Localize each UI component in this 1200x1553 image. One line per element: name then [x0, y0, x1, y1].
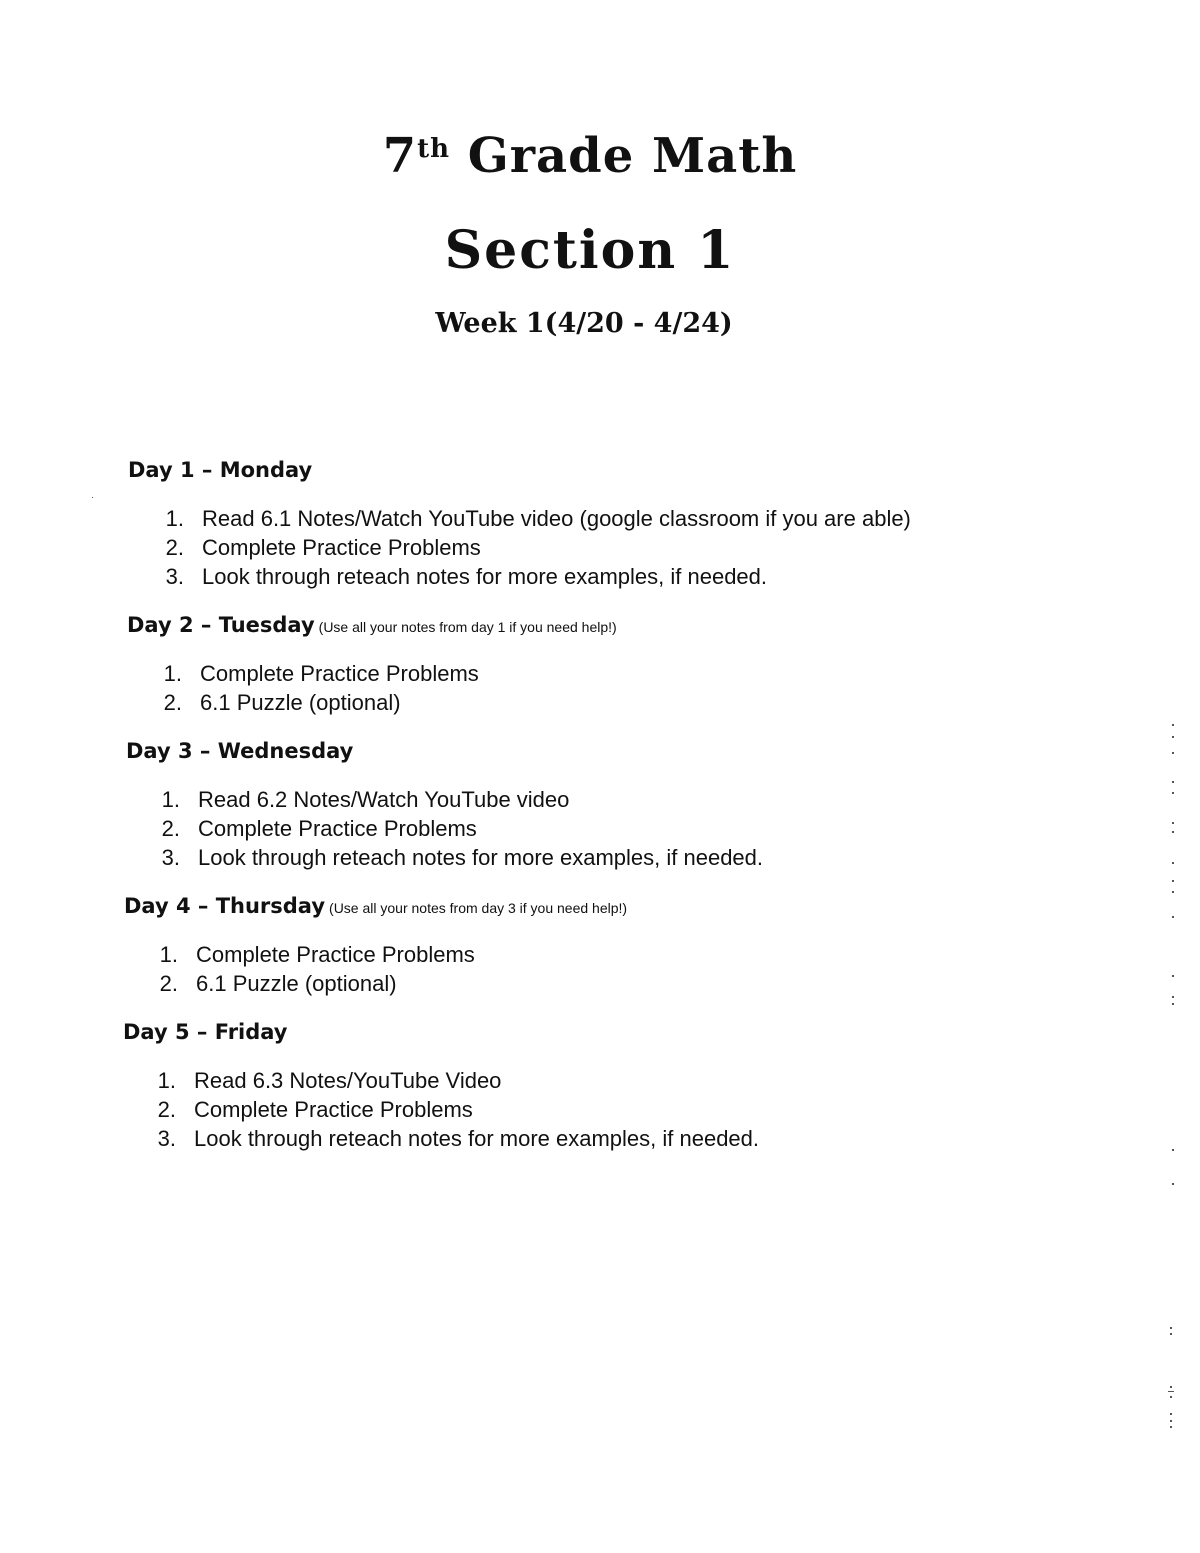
day-heading-text: Day 4 – Thursday: [124, 894, 326, 918]
week-title: Week 1(4/20 - 4/24): [435, 308, 733, 339]
item-number: 1.: [163, 661, 182, 686]
list-item: [154, 1066, 759, 1095]
scan-speck: [1172, 781, 1174, 783]
item-text: Look through reteach notes for more examples, if needed.: [202, 564, 768, 589]
scan-speck: [1172, 975, 1174, 977]
item-number: 2.: [157, 1097, 176, 1122]
scan-speck: [1172, 792, 1174, 794]
item-number: 1.: [165, 506, 184, 531]
item-text: Look through reteach notes for more examples, if needed.: [198, 845, 764, 870]
item-text: Look through reteach notes for more examples, if needed.: [194, 1126, 760, 1151]
day-heading: [128, 458, 911, 482]
item-number: 1.: [159, 942, 178, 967]
day-block-2: [127, 613, 617, 717]
day-heading-note: (Use all your notes from day 1 if you need help!): [318, 619, 617, 635]
scan-speck: [92, 497, 93, 498]
item-number: 1.: [161, 787, 180, 812]
day-block-4: [124, 894, 627, 998]
list-item: [162, 504, 911, 533]
item-number: 3.: [161, 845, 180, 870]
scan-speck: [1170, 1420, 1172, 1422]
scan-speck: [1172, 862, 1174, 864]
scan-speck: [1172, 724, 1174, 726]
grade-rest: Grade Math: [450, 128, 798, 184]
list-item: [158, 843, 763, 872]
day-heading: [124, 894, 627, 918]
item-text: Read 6.2 Notes/Watch YouTube video: [198, 787, 570, 812]
day-block-5: [123, 1020, 759, 1153]
list-item: [156, 940, 627, 969]
item-text: Complete Practice Problems: [194, 1097, 473, 1122]
scan-speck: [1172, 736, 1174, 738]
item-text: 6.1 Puzzle (optional): [200, 690, 401, 715]
list-item: [156, 969, 627, 998]
day-block-1: [128, 458, 911, 591]
task-list: [160, 659, 617, 717]
list-item: [162, 533, 911, 562]
item-number: 2.: [163, 690, 182, 715]
item-number: 2.: [159, 971, 178, 996]
task-list: [158, 785, 763, 872]
scan-speck: [1172, 891, 1174, 893]
item-number: 1.: [157, 1068, 176, 1093]
item-text: Complete Practice Problems: [200, 661, 479, 686]
day-heading: [126, 739, 763, 763]
scan-speck: [1172, 1149, 1174, 1151]
scan-speck: [1170, 1413, 1172, 1415]
scan-speck: [1170, 1333, 1172, 1335]
scan-speck: [1172, 880, 1174, 882]
task-list: [154, 1066, 759, 1153]
scan-speck: [1172, 752, 1174, 754]
scan-speck: [1172, 831, 1174, 833]
day-heading-text: Day 1 – Monday: [128, 458, 313, 482]
day-heading: [127, 613, 617, 637]
list-item: [154, 1124, 759, 1153]
list-item: [162, 562, 911, 591]
list-item: [158, 814, 763, 843]
scan-speck: [1172, 996, 1174, 998]
item-number: 2.: [161, 816, 180, 841]
scan-speck: [1170, 1327, 1172, 1329]
list-item: [154, 1095, 759, 1124]
scan-speck: [1172, 822, 1174, 824]
item-text: Complete Practice Problems: [202, 535, 481, 560]
day-block-3: [126, 739, 763, 872]
scan-speck: [1168, 1391, 1174, 1392]
list-item: [158, 785, 763, 814]
item-text: 6.1 Puzzle (optional): [196, 971, 397, 996]
grade-suffix: th: [417, 134, 451, 164]
list-item: [160, 659, 617, 688]
scan-speck: [1170, 1386, 1172, 1388]
scan-speck: [1170, 1426, 1172, 1428]
scan-speck: [1172, 1003, 1174, 1005]
item-number: 3.: [165, 564, 184, 589]
scan-speck: [1172, 1183, 1174, 1185]
item-number: 2.: [165, 535, 184, 560]
item-text: Complete Practice Problems: [196, 942, 475, 967]
day-heading-note: (Use all your notes from day 3 if you need help!): [329, 900, 628, 916]
item-text: Complete Practice Problems: [198, 816, 477, 841]
grade-number: 7: [382, 128, 418, 184]
page-title: [0, 128, 1180, 184]
scan-speck: [1170, 1396, 1172, 1398]
scan-speck: [1172, 916, 1174, 918]
day-heading-text: Day 2 – Tuesday: [127, 613, 315, 637]
item-text: Read 6.3 Notes/YouTube Video: [194, 1068, 502, 1093]
item-number: 3.: [157, 1126, 176, 1151]
day-heading: [123, 1020, 759, 1044]
section-title: Section 1: [444, 220, 736, 281]
task-list: [156, 940, 627, 998]
day-heading-text: Day 5 – Friday: [123, 1020, 288, 1044]
item-text: Read 6.1 Notes/Watch YouTube video (google classroom if you are able): [202, 506, 911, 531]
day-heading-text: Day 3 – Wednesday: [126, 739, 354, 763]
list-item: [160, 688, 617, 717]
task-list: [162, 504, 911, 591]
